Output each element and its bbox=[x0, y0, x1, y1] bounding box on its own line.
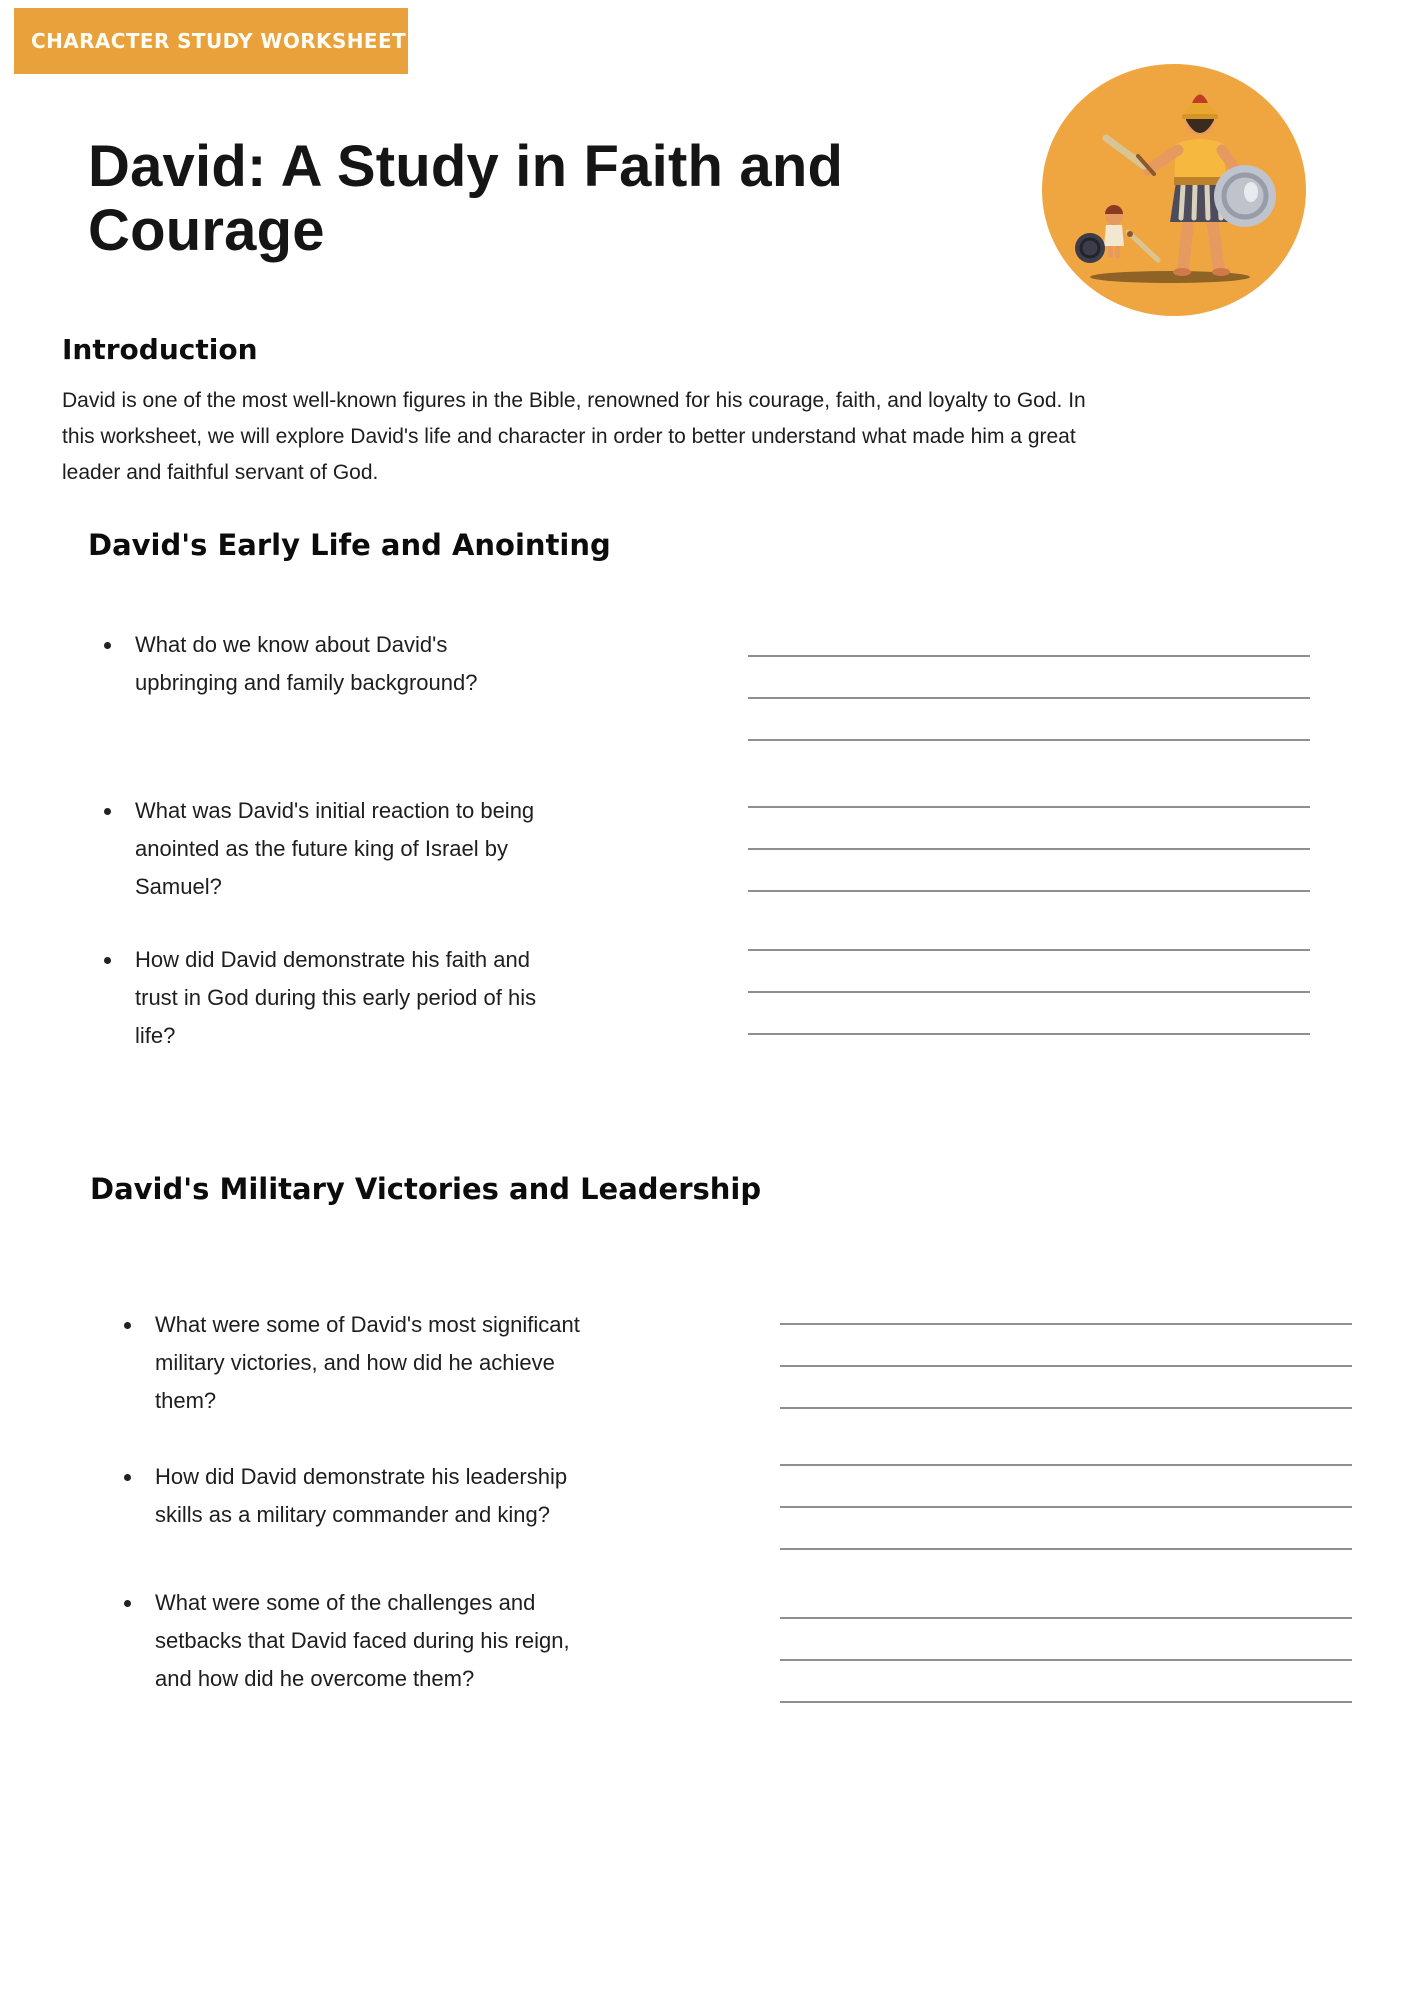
answer-line bbox=[748, 850, 1310, 892]
answer-line bbox=[748, 951, 1310, 993]
question-text: What were some of the challenges and setbacks that David faced during his reign, and how did he overcome them? bbox=[155, 1590, 570, 1691]
answer-line bbox=[780, 1367, 1352, 1409]
question-row bbox=[0, 792, 1414, 906]
question bbox=[104, 792, 556, 906]
intro-paragraph: David is one of the most well-known figures in the Bible, renowned for his courage, faith, and loyalty to God. In this worksheet, we will explore David's life and character in order to better understand what made him a great leader and faithful servant of God. bbox=[62, 389, 1086, 484]
question-text: How did David demonstrate his leadership skills as a military commander and king? bbox=[155, 1464, 568, 1527]
david-and-goliath-illustration bbox=[1042, 64, 1306, 316]
answer-line bbox=[748, 699, 1310, 741]
bullet-icon bbox=[104, 957, 111, 964]
answer-line bbox=[780, 1306, 1352, 1325]
question-text: What do we know about David's upbringing and family background? bbox=[135, 632, 478, 695]
bullet-icon bbox=[124, 1600, 131, 1607]
question bbox=[104, 941, 556, 1055]
question-row bbox=[0, 1458, 1414, 1550]
answer-lines bbox=[748, 626, 1310, 741]
badge-label: CHARACTER STUDY WORKSHEET bbox=[31, 29, 407, 53]
section-early-life bbox=[0, 528, 1414, 1055]
answer-lines bbox=[748, 792, 1310, 892]
worksheet-badge bbox=[14, 8, 408, 74]
answer-line bbox=[780, 1619, 1352, 1661]
answer-line bbox=[748, 941, 1310, 951]
question bbox=[104, 626, 556, 702]
question bbox=[124, 1306, 594, 1420]
bullet-icon bbox=[124, 1322, 131, 1329]
bullet-icon bbox=[104, 642, 111, 649]
david-tunic bbox=[1104, 225, 1124, 246]
question-text: How did David demonstrate his faith and trust in God during this early period of his life? bbox=[135, 947, 537, 1048]
answer-line bbox=[748, 808, 1310, 850]
answer-line bbox=[780, 1508, 1352, 1550]
david-goliath-svg bbox=[1042, 64, 1306, 316]
answer-line bbox=[748, 993, 1310, 1035]
answer-line bbox=[748, 792, 1310, 808]
answer-line bbox=[748, 626, 1310, 657]
bullet-icon bbox=[104, 808, 111, 815]
question-row bbox=[0, 626, 1414, 741]
section-heading: David's Early Life and Anointing bbox=[88, 528, 611, 562]
answer-line bbox=[780, 1325, 1352, 1367]
answer-line bbox=[748, 657, 1310, 699]
section-heading: David's Military Victories and Leadership bbox=[90, 1172, 762, 1206]
bullet-icon bbox=[124, 1474, 131, 1481]
answer-line bbox=[780, 1466, 1352, 1508]
intro-heading: Introduction bbox=[62, 333, 258, 367]
answer-line bbox=[780, 1458, 1352, 1466]
question-row bbox=[0, 941, 1414, 1055]
answer-line bbox=[780, 1661, 1352, 1703]
question bbox=[124, 1458, 594, 1534]
answer-lines bbox=[780, 1584, 1352, 1703]
answer-lines bbox=[780, 1458, 1352, 1550]
answer-lines bbox=[748, 941, 1310, 1035]
question bbox=[124, 1584, 594, 1698]
question-row bbox=[0, 1584, 1414, 1703]
question-text: What was David's initial reaction to being anointed as the future king of Israel by Samuel? bbox=[135, 798, 535, 899]
section-military bbox=[0, 1172, 1414, 1703]
answer-lines bbox=[780, 1306, 1352, 1409]
answer-line bbox=[780, 1584, 1352, 1619]
page-title: David: A Study in Faith and Courage bbox=[88, 133, 844, 263]
question-text: What were some of David's most significant military victories, and how did he achieve them? bbox=[155, 1312, 580, 1413]
question-row bbox=[0, 1306, 1414, 1420]
